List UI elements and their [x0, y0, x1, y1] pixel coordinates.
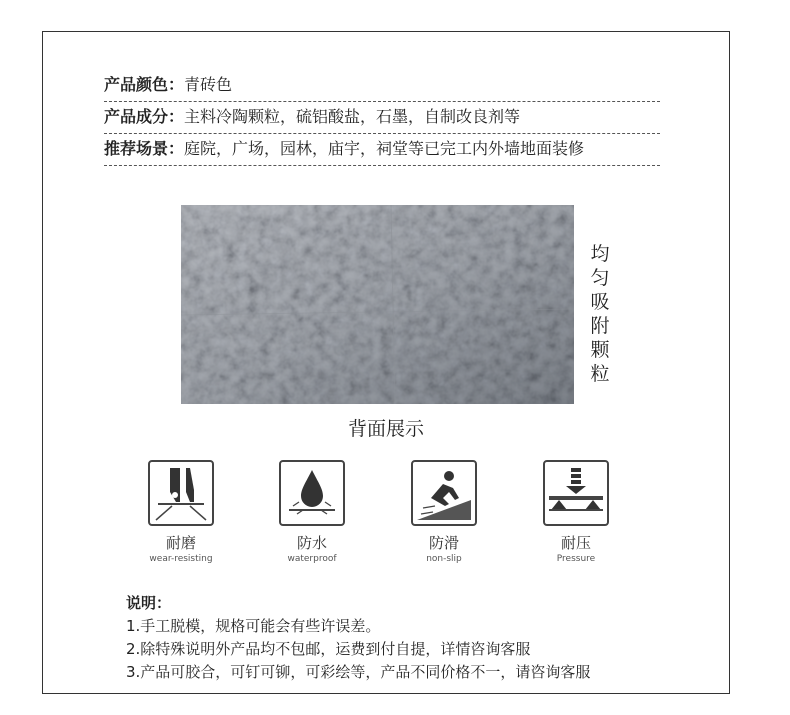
notes-line: 2.除特殊说明外产品均不包邮，运费到付自提，详情咨询客服: [126, 640, 531, 658]
side-char: 粒: [590, 363, 610, 385]
spec-scene-key: 推荐场景：: [104, 139, 185, 158]
spec-composition-row: [104, 101, 660, 134]
feature-waterproof-label: 防水: [296, 534, 327, 552]
spec-composition-key: 产品成分：: [104, 107, 185, 126]
feature-nonslip-en: non-slip: [426, 554, 462, 564]
feature-waterproof-en: waterproof: [287, 554, 337, 564]
photo-caption: 背面展示: [347, 418, 424, 440]
spec-composition-value: 主料冷陶颗粒，硫铝酸盐，石墨，自制改良剂等: [184, 107, 521, 126]
pressure-icon: [543, 460, 609, 526]
feature-pressure: [531, 460, 621, 564]
feature-waterproof: [267, 460, 357, 564]
non-slip-icon: [411, 460, 477, 526]
notes-section: [126, 592, 590, 684]
feature-nonslip-label: 防滑: [428, 534, 459, 552]
notes-line: 1.手工脱模，规格可能会有些许误差。: [126, 617, 381, 635]
spec-color-row: [104, 69, 660, 102]
spec-color-key: 产品颜色：: [104, 75, 185, 94]
notes-title: 说明：: [126, 594, 172, 612]
feature-wear-label: 耐磨: [165, 534, 196, 552]
side-char: 匀: [590, 267, 610, 289]
feature-wear: [136, 460, 226, 564]
side-char: 附: [590, 315, 610, 337]
tile-back-photo: [181, 205, 574, 404]
waterproof-icon: [279, 460, 345, 526]
wear-resisting-icon: [148, 460, 214, 526]
spec-scene-row: [104, 133, 660, 166]
feature-wear-en: wear-resisting: [149, 554, 213, 564]
feature-pressure-en: Pressure: [556, 554, 596, 564]
side-char: 吸: [590, 291, 610, 313]
feature-nonslip: [399, 460, 489, 564]
spec-scene-value: 庭院，广场，园林，庙宇，祠堂等已完工内外墙地面装修: [184, 139, 585, 158]
side-char: 均: [590, 243, 610, 265]
feature-pressure-label: 耐压: [560, 534, 591, 552]
side-vertical-label: [588, 242, 612, 386]
side-char: 颗: [590, 339, 610, 361]
spec-color-value: 青砖色: [184, 75, 233, 94]
notes-line: 3.产品可胶合，可钉可铆，可彩绘等，产品不同价格不一，请咨询客服: [126, 663, 591, 681]
